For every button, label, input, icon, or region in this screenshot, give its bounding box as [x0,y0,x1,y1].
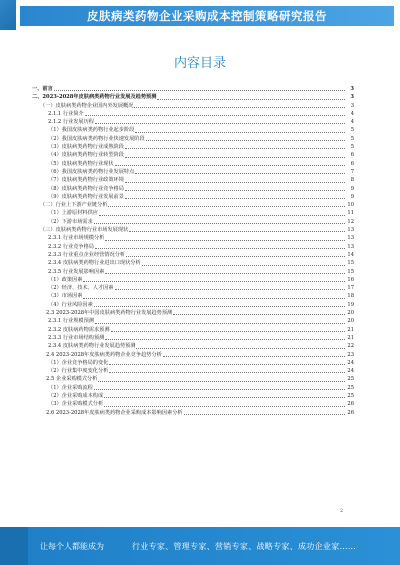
toc-entry-page: 20 [347,318,354,325]
toc-entry-text: 2.3.5 行业发展影响因素 [48,268,105,275]
toc-entry-text: （3）企业采购模式分析 [48,401,104,408]
toc-entry-text: 2.3.1 行业市场规模分析 [48,235,105,242]
toc-entry[interactable] [32,93,354,101]
toc-leader-dots [173,314,345,315]
toc-leader-dots [104,397,345,398]
toc-entry[interactable] [32,284,354,292]
toc-entry[interactable] [32,243,354,251]
toc-entry[interactable] [32,118,354,126]
toc-entry[interactable] [32,102,354,110]
toc-leader-dots [85,115,345,116]
toc-entry-page: 6 [350,152,354,159]
toc-leader-dots [135,173,345,174]
toc-entry-page: 5 [350,127,354,134]
toc-entry-text: 2.1.1 行业简介 [48,110,84,117]
toc-entry-text: 2.6 2023-2028年皮肤病类药物企业采购成本影响因素分析 [46,409,183,416]
toc-leader-dots [135,132,345,133]
toc-entry-text: （5）皮肤病类药物行业现状 [48,160,114,167]
toc-leader-dots [108,206,345,207]
toc-leader-dots [105,339,345,340]
toc-entry-text: （2）我国皮肤病类药物行业快速发展阶段 [48,135,145,142]
toc-entry-page: 13 [347,235,354,242]
toc-entry-text: （3）市场因素 [48,293,83,300]
page-number: 2 [340,508,344,514]
toc-entry[interactable] [32,85,354,93]
toc-leader-dots [95,248,345,249]
toc-entry[interactable] [32,326,354,334]
toc-entry-page: 25 [347,392,354,399]
toc-entry-page: 20 [347,310,354,317]
toc-entry-text: 2.3.3 行业市场结构预测 [48,334,105,341]
toc-entry-text: （2）经济、技术、人才因素 [48,285,114,292]
toc-entry-page: 22 [347,343,354,350]
toc-entry-page: 10 [347,202,354,209]
toc-entry-page: 15 [347,260,354,267]
toc-entry[interactable] [32,185,354,193]
toc-entry-page: 24 [347,368,354,375]
toc-leader-dots [125,190,345,191]
toc-entry[interactable] [32,201,354,209]
toc-entry-page: 26 [347,401,354,408]
toc-entry-page: 17 [347,285,354,292]
toc-entry-page: 12 [347,218,354,225]
toc-entry-text: （二）行业上下游产业链分析 [40,202,108,209]
toc-entry-page: 26 [347,409,354,416]
toc-entry[interactable] [32,226,354,234]
toc-entry[interactable] [32,400,354,408]
toc-entry[interactable] [32,392,354,400]
toc-entry-text: 2.3.1 行业规模预测 [48,318,94,325]
toc-entry-page: 14 [347,251,354,258]
toc-leader-dots [157,99,345,100]
table-of-contents [32,85,354,417]
toc-leader-dots [98,381,345,382]
toc-entry-page: 4 [350,110,354,117]
toc-entry[interactable] [32,110,354,118]
toc-entry-page: 21 [347,334,354,341]
toc-entry[interactable] [32,126,354,134]
toc-entry-text: （1）上游原材料供应 [48,210,98,217]
toc-leader-dots [125,198,345,199]
toc-entry-text: （1）企业采购流程 [48,384,93,391]
toc-entry[interactable] [32,334,354,342]
header-accent [0,0,16,30]
toc-leader-dots [184,414,345,415]
toc-entry[interactable] [32,409,354,417]
toc-leader-dots [54,90,345,91]
toc-leader-dots [99,215,345,216]
toc-entry-text: （2）企业采购成本构成 [48,392,104,399]
toc-entry[interactable] [32,218,354,226]
toc-leader-dots [95,323,345,324]
toc-entry-page: 24 [347,359,354,366]
toc-leader-dots [136,348,345,349]
toc-entry-text: （一）皮肤病类药物企业国内外发展概况 [40,102,134,109]
toc-entry-text: （7）皮肤病类药物行业政策环境 [48,177,124,184]
toc-entry[interactable] [32,309,354,317]
toc-entry-text: 2.5 企业采购模式分析 [46,376,98,383]
toc-entry-page: 9 [350,185,354,192]
toc-entry[interactable] [32,301,354,309]
toc-entry[interactable] [32,292,354,300]
toc-entry-page: 5 [350,135,354,142]
toc-leader-dots [111,331,345,332]
toc-entry-page: 3 [350,94,354,101]
toc-leader-dots [134,107,345,108]
toc-leader-dots [104,406,345,407]
toc-leader-dots [115,289,345,290]
toc-entry-page: 8 [350,177,354,184]
toc-leader-dots [142,265,345,266]
toc-leader-dots [109,364,345,365]
toc-entry-page: 3 [350,86,354,92]
toc-entry-page: 13 [347,227,354,234]
toc-entry-text: （4）行业风险因素 [48,301,93,308]
toc-leader-dots [109,372,345,373]
toc-leader-dots [129,231,345,232]
toc-entry-text: （2）行业集中度变化分析 [48,368,109,375]
toc-entry-page: 3 [350,102,354,109]
toc-leader-dots [94,306,345,307]
toc-entry-page: 5 [350,144,354,151]
toc-entry-text: 一、前言 [32,86,53,92]
toc-entry[interactable] [32,359,354,367]
toc-entry[interactable] [32,143,354,151]
toc-entry[interactable] [32,342,354,350]
toc-leader-dots [83,298,345,299]
toc-entry-text: 2.3 2023-2028年中国皮肤病类药物行业发展趋势预测 [46,310,173,317]
toc-leader-dots [105,240,345,241]
toc-entry[interactable] [32,135,354,143]
toc-entry[interactable] [32,367,354,375]
toc-entry-page: 15 [347,268,354,275]
toc-entry[interactable] [32,160,354,168]
toc-entry[interactable] [32,259,354,267]
toc-leader-dots [94,223,345,224]
report-title: 皮肤病类药物企业采购成本控制策略研究报告 [20,6,394,26]
toc-entry-text: （1）企业竞争格局的变化 [48,359,109,366]
toc-entry-page: 6 [350,160,354,167]
toc-entry-text: （4）皮肤病类药物行业转型阶段 [48,152,124,159]
toc-entry[interactable] [32,234,354,242]
toc-entry[interactable] [32,384,354,392]
toc-entry-text: （3）皮肤病类药物行业成熟阶段 [48,144,124,151]
toc-entry-page: 25 [347,384,354,391]
report-header [0,0,400,30]
toc-leader-dots [125,157,345,158]
toc-heading: 内容目录 [173,56,226,71]
toc-entry-page: 13 [347,243,354,250]
toc-entry-text: （1）政策因素 [48,276,83,283]
toc-leader-dots [125,182,345,183]
toc-entry-page: 19 [347,301,354,308]
toc-entry-text: 2.3.4 皮肤病类药物行业进出口现状分析 [48,260,141,267]
toc-entry[interactable] [32,251,354,259]
toc-entry-text: （1）我国皮肤病类药物行业起步阶段 [48,127,135,134]
toc-entry-page: 7 [350,168,354,175]
toc-leader-dots [126,256,345,257]
toc-entry-text: （8）皮肤病类药物行业竞争格局 [48,185,124,192]
toc-entry[interactable] [32,209,354,217]
toc-entry[interactable] [32,276,354,284]
toc-leader-dots [146,140,345,141]
footer-slogan-right: 行业专家、管理专家、营销专家、战略专家、成功企业家…… [132,542,357,551]
toc-entry-page: 11 [347,210,354,217]
toc-entry-text: 2.3.2 行业竞争格局 [48,243,94,250]
toc-entry-text: 二、2023-2028年皮肤病类药物行业发展及趋势预测 [32,94,157,101]
footer-slogan-left: 让每个人都能成为 [40,542,104,551]
toc-entry-page: 18 [347,293,354,300]
toc-leader-dots [95,123,345,124]
toc-entry[interactable] [32,351,354,359]
toc-entry-text: 2.3.3 行业重点企业经营情况分析 [48,251,126,258]
toc-entry-page: 23 [347,351,354,358]
toc-entry[interactable] [32,193,354,201]
toc-entry[interactable] [32,151,354,159]
toc-entry-page: 16 [347,276,354,283]
toc-entry[interactable] [32,375,354,383]
footer-accent [0,527,28,565]
toc-leader-dots [94,389,345,390]
toc-entry-text: （6）我国皮肤病类药物行业发展特点 [48,168,135,175]
toc-entry-text: （2）下游市场需求 [48,218,93,225]
footer-banner [0,527,400,565]
toc-entry[interactable] [32,168,354,176]
toc-entry[interactable] [32,268,354,276]
toc-leader-dots [125,148,345,149]
toc-entry-text: 2.4 2023-2028年皮肤病类药物企业竞争趋势分析 [46,351,162,358]
toc-entry-text: 2.3.2 皮肤病药物需求预测 [48,326,110,333]
toc-entry-page: 21 [347,326,354,333]
toc-leader-dots [115,165,345,166]
toc-entry-text: （9）皮肤病类药物行业发展前景 [48,193,124,200]
toc-entry[interactable] [32,317,354,325]
toc-leader-dots [163,356,345,357]
toc-leader-dots [105,273,345,274]
toc-entry-text: 2.1.2 行业发展历程 [48,119,94,126]
toc-entry-text: 2.3.4 皮肤病类药物行业发展趋势预测 [48,343,136,350]
toc-entry-text: （三）皮肤病类药物行业市场发展现状 [40,227,129,234]
toc-entry-page: 4 [350,119,354,126]
toc-entry-page: 25 [347,376,354,383]
toc-leader-dots [83,281,345,282]
toc-entry[interactable] [32,176,354,184]
toc-entry-page: 9 [350,193,354,200]
